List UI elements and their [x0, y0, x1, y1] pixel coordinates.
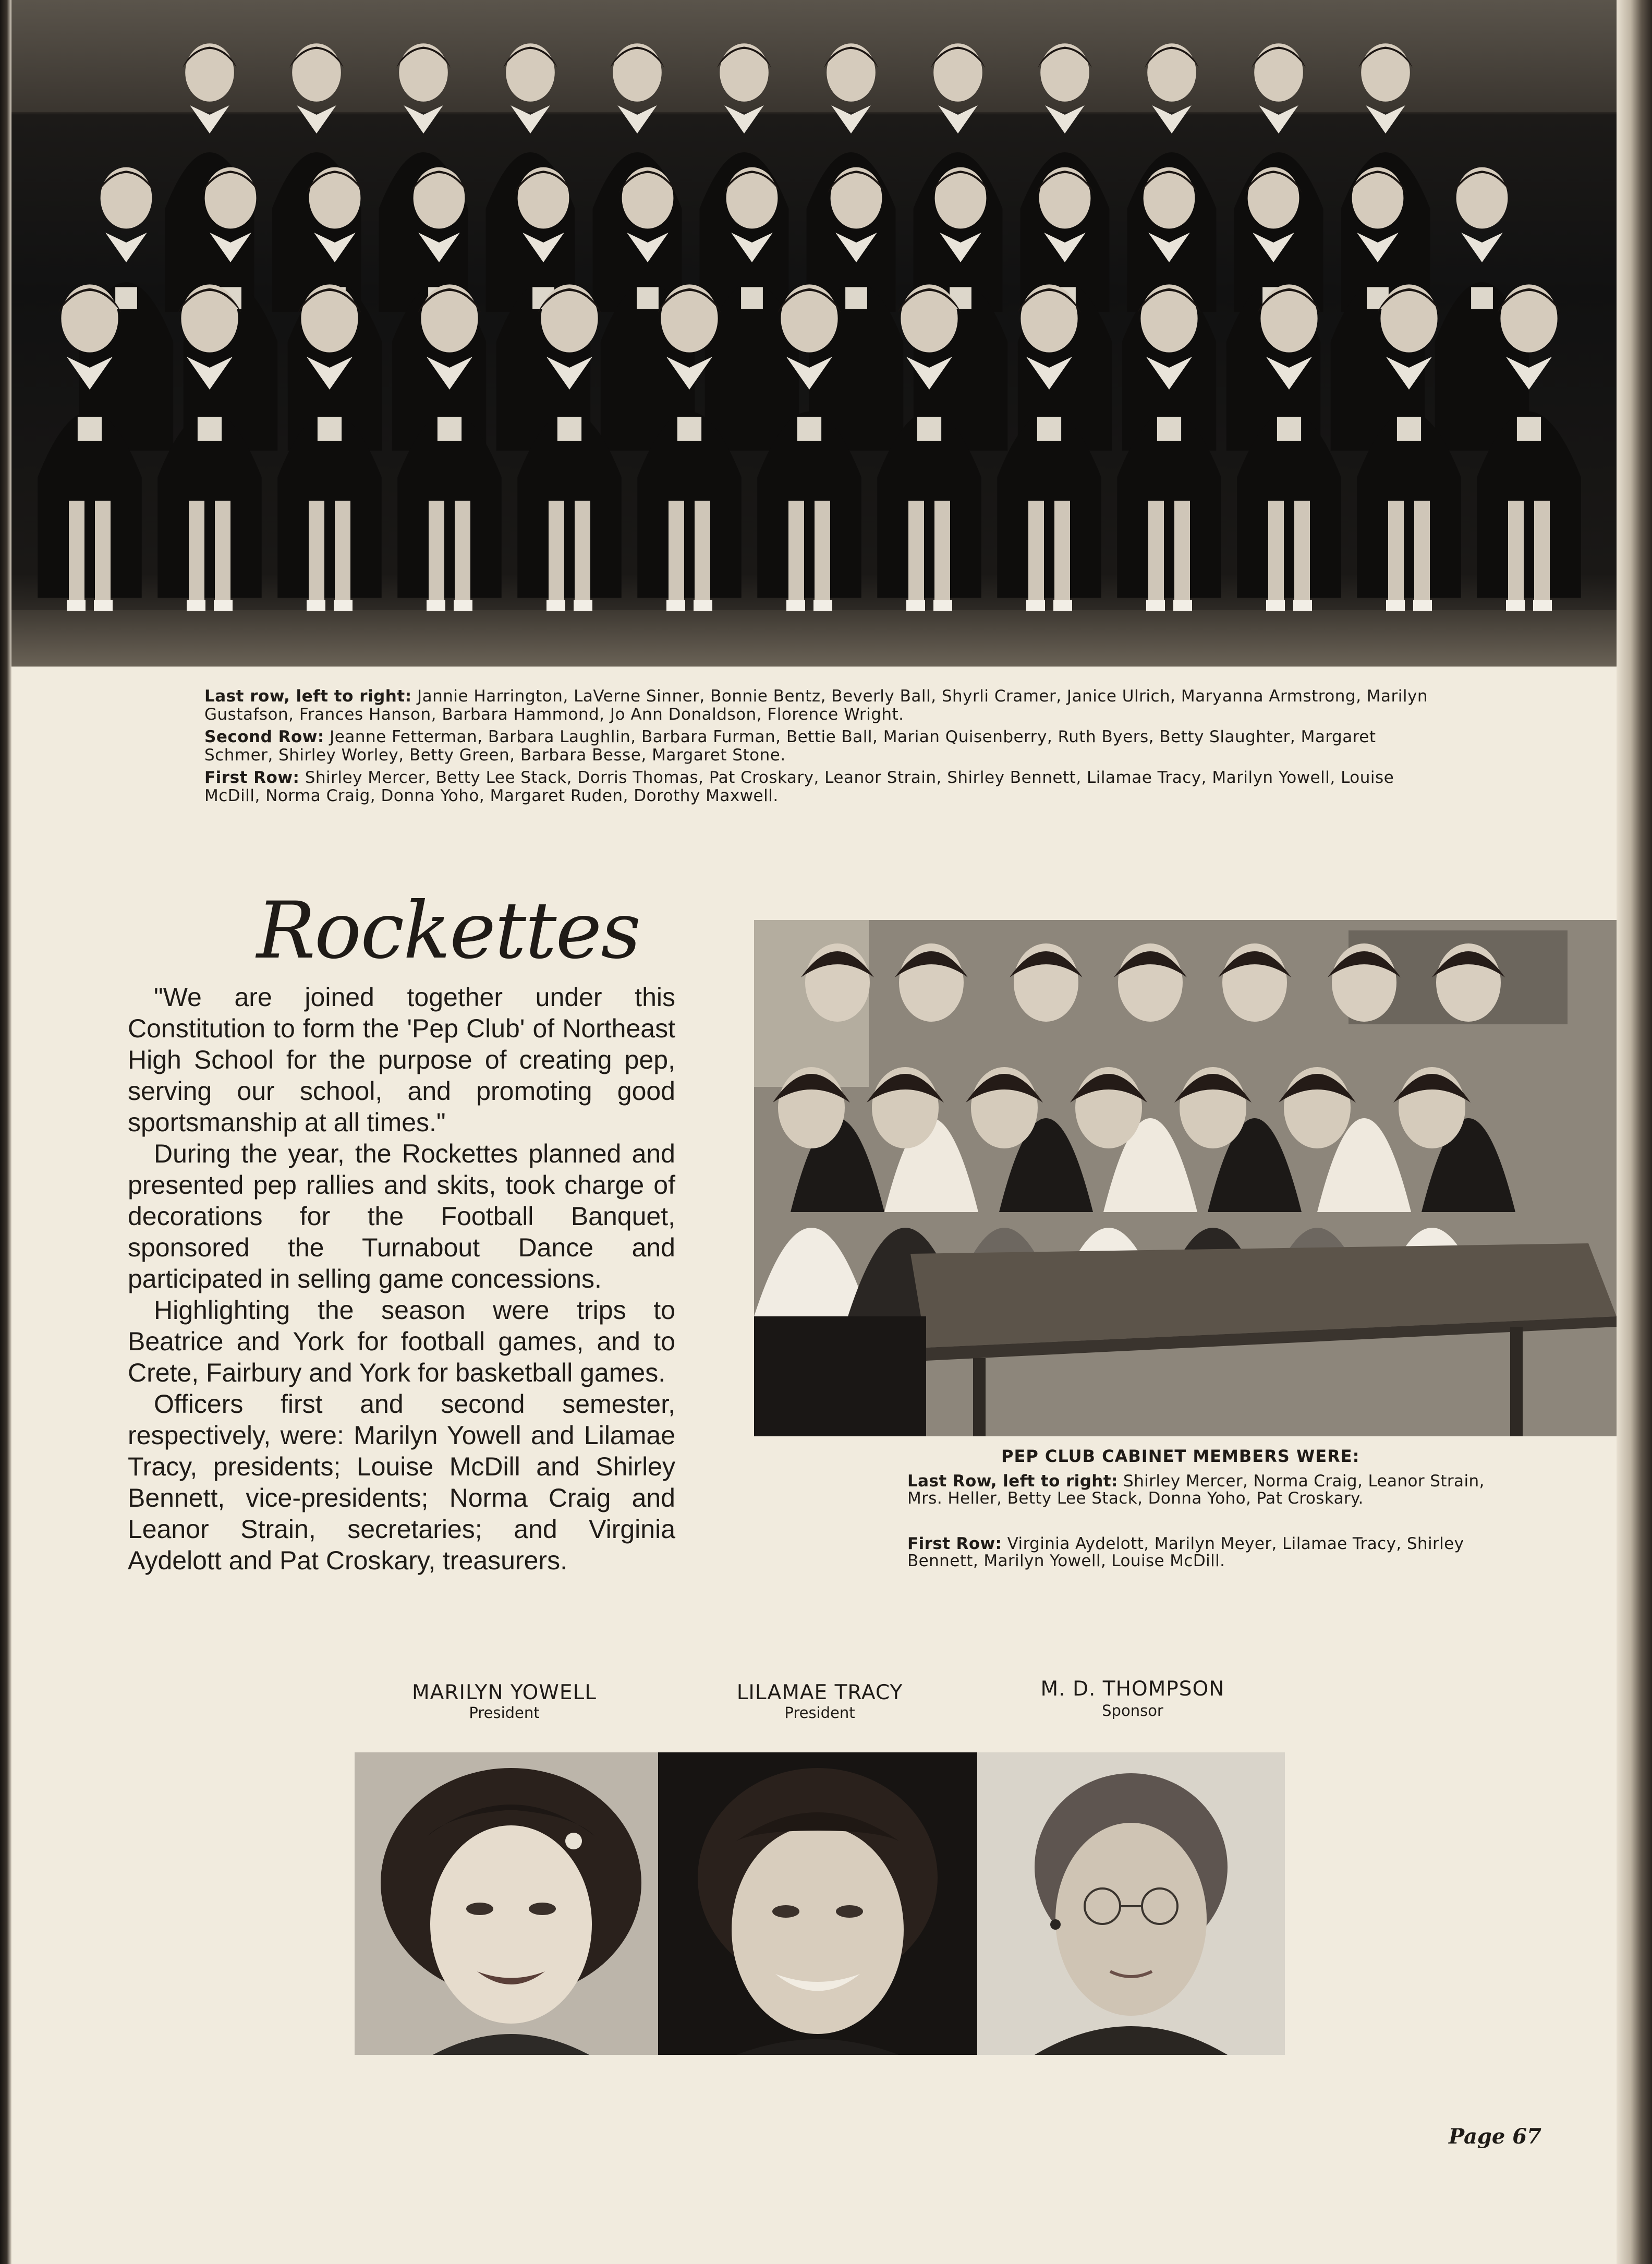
body-paragraph-4: Officers first and second semester, respectively, were: Marilyn Yowell and Lilamae Tracy, presidents; Louise McDill and Shirley Bennett, vice-presidents; Norma Craig and Leanor Strain, secretaries; and Virginia Aydelott and Pat Croskary, treasurers. [128, 1389, 675, 1575]
page-number: Page 67 [1449, 2124, 1541, 2149]
body-text [128, 982, 675, 1576]
cabinet-last-row-label: Last Row, left to right: [907, 1472, 1118, 1491]
group-photo-figures [11, 0, 1617, 667]
cabinet-first-row [907, 1535, 1497, 1570]
body-paragraph-2: During the year, the Rockettes planned and presented pep rallies and skits, took charge of decorations for the Football Banquet, sponsored the Turnabout Dance and participated in selling game concessions. [128, 1139, 675, 1293]
cabinet-first-row-names: Virginia Aydelott, Marilyn Meyer, Lilamae Tracy, Shirley Bennett, Marilyn Yowell, Louise McDill. [907, 1534, 1464, 1570]
group-photo [11, 0, 1617, 667]
caption-second-row-names: Jeanne Fetterman, Barbara Laughlin, Barbara Furman, Bettie Ball, Marian Quisenberry, Ruth Byers, Betty Slaughter, Margaret Schmer, Shirley Worley, Betty Green, Barbara Besse, Margaret Stone. [204, 728, 1376, 765]
officer-role-1: President [469, 1704, 540, 1722]
caption-last-row-names: Jannie Harrington, LaVerne Sinner, Bonnie Bentz, Beverly Ball, Shyrli Cramer, Janice Ulrich, Maryanna Armstrong, Marilyn Gustafson, Frances Hanson, Barbara Hammond, Jo Ann Donaldson, Florence Wright. [204, 687, 1428, 724]
body-paragraph-1: "We are joined together under this Constitution to form the 'Pep Club' of Northeast High School for the purpose of creating pep, serving our school, and promoting good sportsmanship at all times." [128, 983, 675, 1137]
portrait-marilyn-yowell [355, 1752, 658, 2055]
cabinet-last-row [907, 1473, 1497, 1507]
page-edge [1617, 0, 1652, 2264]
cabinet-heading: PEP CLUB CABINET MEMBERS WERE: [1001, 1446, 1360, 1466]
officer-name-2: LILAMAE TRACY [736, 1681, 903, 1704]
binding-shadow [0, 0, 11, 2264]
caption-last-row-label: Last row, left to right: [204, 687, 412, 706]
body-paragraph-3: Highlighting the season were trips to Beatrice and York for football games, and to Crete, Fairbury and York for basketball games. [128, 1296, 675, 1387]
cabinet-first-row-label: First Row: [907, 1534, 1002, 1553]
group-photo-caption [204, 687, 1446, 809]
officer-role-2: President [784, 1704, 855, 1722]
officer-name-3: M. D. THOMPSON [1040, 1677, 1225, 1701]
officer-name-1: MARILYN YOWELL [412, 1681, 597, 1704]
portrait-md-thompson [977, 1752, 1285, 2055]
portrait-lilamae-tracy [658, 1752, 977, 2055]
page-title: Rockettes [257, 886, 640, 976]
caption-first-row-label: First Row: [204, 768, 300, 787]
caption-first-row-names: Shirley Mercer, Betty Lee Stack, Dorris Thomas, Pat Croskary, Leanor Strain, Shirley Bennett, Lilamae Tracy, Marilyn Yowell, Louise McDill, Norma Craig, Donna Yoho, Margaret Ruden, Dorothy Maxwell. [204, 768, 1394, 805]
officer-role-3: Sponsor [1102, 1702, 1163, 1720]
cabinet-photo-figures [754, 920, 1617, 1436]
caption-second-row-label: Second Row: [204, 728, 324, 746]
caption-first-row [204, 769, 1446, 805]
caption-second-row [204, 728, 1446, 765]
cabinet-photo [754, 920, 1617, 1436]
caption-last-row [204, 687, 1446, 724]
cabinet-last-row-names: Shirley Mercer, Norma Craig, Leanor Strain, Mrs. Heller, Betty Lee Stack, Donna Yoho, Pat Croskary. [907, 1472, 1485, 1508]
